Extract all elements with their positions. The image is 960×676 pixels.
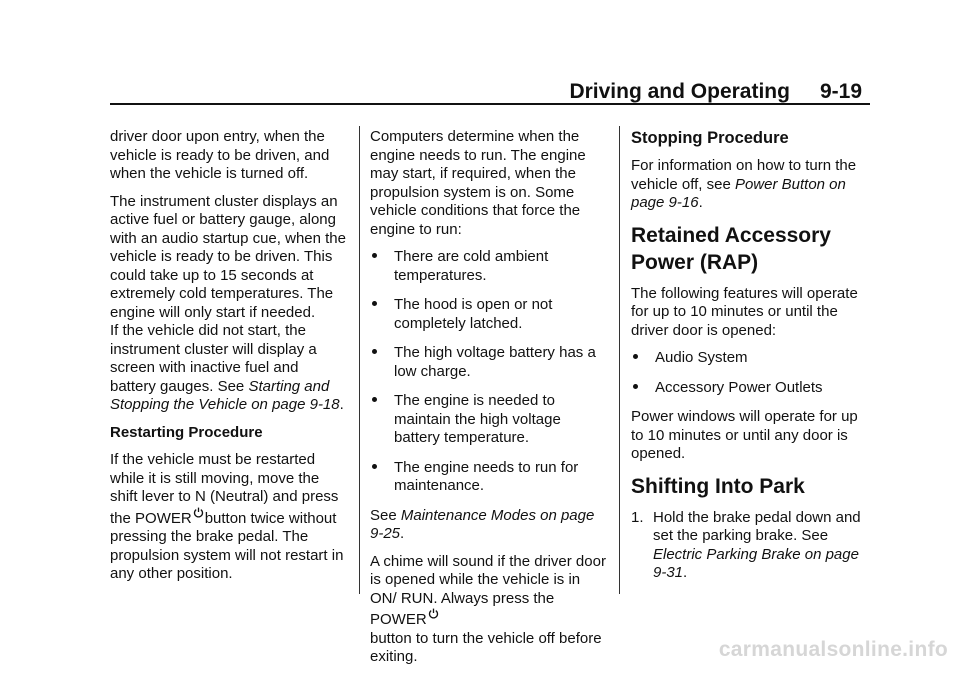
list-item: The engine needs to run for maintenance. [370,459,608,496]
punctuation: . [400,525,405,542]
heading-shifting-into-park: Shifting Into Park [631,474,805,498]
watermark: carmanualsonline.info [718,638,948,661]
column-left [110,128,348,593]
paragraph: Computers determine when the engine needs to run. The engine may start, if required, when the propulsion system is on. Some vehicle conditions that force the engine to run: [370,128,586,238]
paragraph: The following features will operate for up to 10 minutes or until the driver door is opened: [631,284,858,339]
cross-reference-link[interactable]: Electric Parking Brake on page 9-31 [653,545,859,581]
park-steps-list [631,509,869,583]
paragraph-text: The instrument cluster displays an active fuel or battery gauge, along with an audio startup cue, when the vehicle is ready to be driven. This could take up to 15 seconds at extremely cold temperatures. The engine will only start if needed. [110,192,346,321]
column-right [631,128,869,583]
cross-reference-link[interactable]: Starting and Stopping the Vehicle on page 9-18 [110,377,340,413]
paragraph [631,157,869,213]
paragraph-text: If the vehicle did not start, the instrument cluster will display a screen with inactive fuel and battery gauges. See [110,322,317,395]
engine-conditions-list [370,248,608,496]
page-number: 9-19 [819,80,862,103]
section-title: Driving and Operating [569,80,790,103]
step-text: Hold the brake pedal down and set the parking brake. See [653,508,861,544]
paragraph-text: See [370,506,401,524]
paragraph-text: button to turn the vehicle off before exiting. [370,629,602,665]
step-number: 1. [631,508,644,526]
punctuation: . [698,194,703,211]
power-icon [428,608,439,619]
list-item: There are cold ambient temperatures. [370,248,608,285]
list-item: Accessory Power Outlets [631,379,869,398]
paragraph [370,553,608,667]
column-divider-1 [359,126,360,594]
list-item: The engine is needed to maintain the high voltage battery temperature. [370,392,608,448]
heading-retained-accessory-power: Retained Accessory Power (RAP) [631,223,831,274]
cross-reference-link[interactable]: Power Button on page 9-16 [631,175,846,211]
column-middle [370,128,608,676]
list-item: Audio System [631,349,869,368]
paragraph-text: A chime will sound if the driver door is opened while the vehicle is in ON/ RUN. Always press the POWER [370,552,606,628]
list-item: The high voltage battery has a low charge. [370,344,608,381]
power-icon [193,507,204,518]
rap-features-list [631,349,869,397]
header-rule [110,103,870,105]
paragraph [110,451,348,584]
paragraph-text: button twice without pressing the brake pedal. The propulsion system will not restart in any other position. [110,509,344,582]
list-item: The hood is open or not completely latched. [370,296,608,333]
paragraph [110,193,348,415]
paragraph: Power windows will operate for up to 10 minutes or until any door is opened. [631,408,858,462]
paragraph [370,507,608,544]
paragraph-text: For information on how to turn the vehicle off, see [631,157,857,193]
list-item [631,509,869,583]
sub-heading-restarting: Restarting Procedure [110,423,263,441]
punctuation: . [339,396,344,413]
punctuation: . [683,564,688,581]
paragraph-text: If the vehicle must be restarted while it is still moving, move the shift lever to N (Neutral) and press the POWER [110,451,339,527]
cross-reference-link[interactable]: Maintenance Modes on page 9-25 [370,506,595,542]
heading-stopping-procedure: Stopping Procedure [631,129,789,147]
page-header [569,80,862,104]
column-divider-2 [619,126,620,594]
paragraph: driver door upon entry, when the vehicle is ready to be driven, and when the vehicle is turned off. [110,128,330,182]
